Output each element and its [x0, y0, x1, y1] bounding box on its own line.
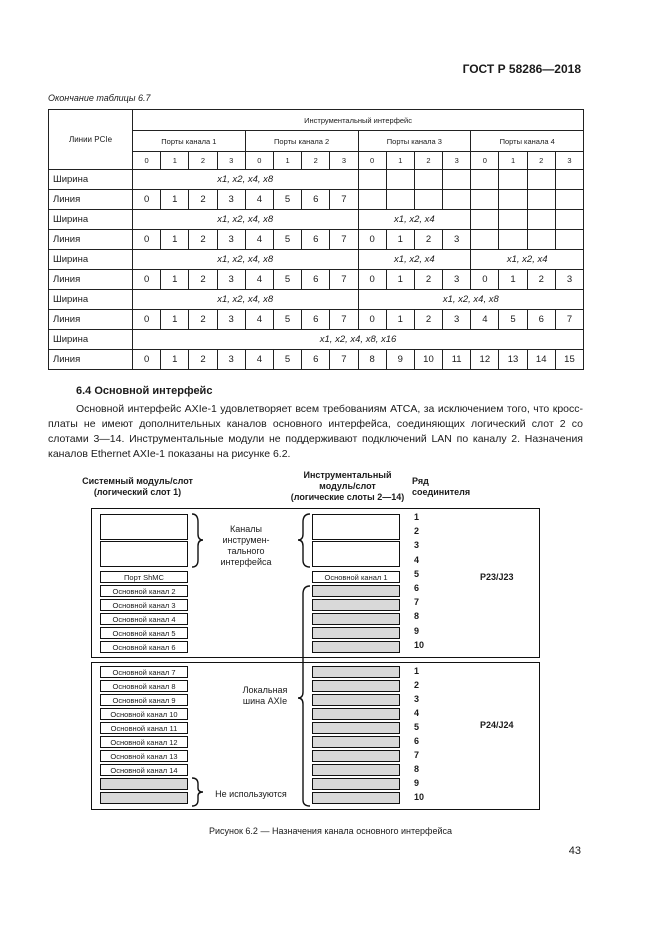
row-label: Ширина: [49, 290, 133, 310]
lane-cell: [471, 230, 499, 250]
slot-label: Основной канал 11: [110, 724, 178, 733]
lane-cell: 7: [330, 230, 358, 250]
lane-cell: 2: [189, 190, 217, 210]
port-index: 3: [217, 152, 245, 170]
lane-cell: 1: [386, 230, 414, 250]
row-label: Линия: [49, 230, 133, 250]
empty-cell: [527, 210, 555, 230]
connector-row-number: 5: [414, 722, 420, 732]
lane-cell: 0: [471, 270, 499, 290]
connector-row-number: 3: [414, 540, 420, 551]
lane-cell: 0: [133, 230, 161, 250]
local-bus-slot: [312, 764, 400, 776]
left-brace-top: [192, 514, 203, 567]
slot-label: Основной канал 14: [110, 766, 178, 775]
width-cell: x1, x2, x4, x8: [133, 290, 359, 310]
width-cell: x1, x2, x4, x8: [358, 290, 584, 310]
port-index: 3: [555, 152, 583, 170]
lane-cell: 1: [499, 270, 527, 290]
table-row: [49, 210, 584, 230]
lane-cell: 7: [555, 310, 583, 330]
unused-label: Не используются: [215, 789, 287, 799]
section-heading: 6.4 Основной интерфейс: [76, 385, 213, 397]
lane-cell: 6: [302, 310, 330, 330]
lane-cell: 11: [443, 350, 471, 370]
lane-cell: [555, 230, 583, 250]
lane-cell: 4: [471, 310, 499, 330]
main-channel-slot: [100, 722, 188, 734]
port-index: 2: [189, 152, 217, 170]
width-cell: x1, x2, x4, x8, x16: [133, 330, 584, 350]
unused-slot: [100, 792, 188, 804]
lane-cell: 0: [133, 190, 161, 210]
system-slot-header: Системный модуль/слот (логический слот 1): [82, 476, 193, 497]
main-channel-1-slot: Основной канал 1: [312, 571, 400, 583]
table-row: [49, 190, 584, 210]
table-row: [49, 350, 584, 370]
empty-cell: [499, 170, 527, 190]
lane-cell: 9: [386, 350, 414, 370]
lane-cell: 1: [386, 270, 414, 290]
group-label: Инструментальный интерфейс: [133, 110, 584, 131]
connector-row-number: 9: [414, 625, 420, 636]
lane-cell: 3: [217, 190, 245, 210]
lane-cell: [555, 190, 583, 210]
connector-row-number: 10: [414, 639, 425, 650]
main-channel-slot: [100, 736, 188, 748]
lane-cell: 3: [555, 270, 583, 290]
lane-cell: 3: [217, 310, 245, 330]
lane-cell: 10: [414, 350, 442, 370]
table-row: [49, 250, 584, 270]
lane-cell: 15: [555, 350, 583, 370]
empty-cell: [471, 170, 499, 190]
port-index: 0: [133, 152, 161, 170]
port-index: 1: [273, 152, 301, 170]
table-row: [49, 290, 584, 310]
lane-cell: 3: [443, 230, 471, 250]
lane-cell: 1: [161, 270, 189, 290]
connector-row-number: 7: [414, 750, 420, 760]
local-bus-slot: [312, 708, 400, 720]
row-label: Линия: [49, 350, 133, 370]
lane-cell: [499, 230, 527, 250]
lane-cell: 3: [217, 230, 245, 250]
local-bus-slot: [312, 694, 400, 706]
connector-row-number: 7: [414, 597, 420, 608]
port-index: 3: [330, 152, 358, 170]
lane-cell: 1: [161, 190, 189, 210]
empty-cell: [471, 210, 499, 230]
lane-cell: 0: [358, 270, 386, 290]
empty-cell: [414, 170, 442, 190]
width-cell: x1, x2, x4, x8: [133, 250, 359, 270]
lane-cell: 2: [527, 270, 555, 290]
lane-cell: [471, 190, 499, 210]
row-label: Линия: [49, 190, 133, 210]
lane-cell: 5: [499, 310, 527, 330]
lane-cell: 1: [386, 310, 414, 330]
slot-label: Основной канал 3: [112, 601, 176, 610]
connector-row-number: 1: [414, 666, 420, 676]
empty-cell: [358, 170, 386, 190]
lane-cell: 4: [245, 270, 273, 290]
connector-row-number: 3: [414, 694, 420, 704]
lane-cell: 5: [273, 350, 301, 370]
lane-cell: 2: [189, 350, 217, 370]
row-label: Линия: [49, 310, 133, 330]
port-index: 0: [358, 152, 386, 170]
lane-cell: 7: [330, 350, 358, 370]
lane-cell: 7: [330, 270, 358, 290]
lane-cell: [527, 230, 555, 250]
table-row: [49, 310, 584, 330]
lane-cell: 5: [273, 190, 301, 210]
slot-label: Основной канал 7: [112, 668, 176, 677]
connector-row-number: 6: [414, 583, 420, 593]
lane-cell: 6: [302, 190, 330, 210]
lane-cell: 2: [414, 270, 442, 290]
connector-p24-label: P24/J24: [480, 720, 514, 730]
connector-row-number: 2: [414, 680, 420, 690]
port-index: 1: [499, 152, 527, 170]
lane-cell: 2: [189, 230, 217, 250]
empty-cell: [499, 210, 527, 230]
lane-cell: 0: [133, 350, 161, 370]
lane-cell: 4: [245, 190, 273, 210]
connector-row-number: 5: [414, 568, 420, 579]
lane-cell: 8: [358, 350, 386, 370]
port-index: 3: [443, 152, 471, 170]
main-channel-slot: [100, 750, 188, 762]
lane-cell: 0: [133, 310, 161, 330]
lane-cell: 6: [527, 310, 555, 330]
row-label: Ширина: [49, 250, 133, 270]
lane-cell: 12: [471, 350, 499, 370]
connector-p23-label: P23/J23: [480, 572, 514, 582]
pcie-lanes-table: [48, 109, 584, 370]
instrument-channels-label: Каналы инструмен- тального интерфейса: [220, 524, 272, 567]
slot-label: Основной канал 8: [112, 682, 176, 691]
port-header: Порты канала 4: [471, 131, 584, 152]
lane-cell: 0: [133, 270, 161, 290]
lane-cell: 2: [414, 310, 442, 330]
slot-label: Основной канал 4: [112, 615, 176, 624]
port-header: Порты канала 2: [245, 131, 358, 152]
lane-cell: 4: [245, 310, 273, 330]
channel-assignment-figure: [80, 470, 550, 820]
connector-row-number: 8: [414, 611, 420, 622]
unused-slot: [100, 778, 188, 790]
lane-cell: 7: [330, 190, 358, 210]
local-bus-slot: [312, 778, 400, 790]
main-channel-slot: [100, 708, 188, 720]
table-row: [49, 270, 584, 290]
lane-cell: [443, 190, 471, 210]
lane-cell: 2: [189, 270, 217, 290]
slot-label: Основной канал 13: [110, 752, 178, 761]
local-bus-slot: [312, 792, 400, 804]
table-row: [49, 230, 584, 250]
main-channel-slot: [100, 666, 188, 678]
lane-cell: 3: [217, 270, 245, 290]
row-label: Линия: [49, 270, 133, 290]
width-cell: x1, x2, x4: [471, 250, 584, 270]
port-header: Порты канала 3: [358, 131, 471, 152]
lane-cell: 1: [161, 230, 189, 250]
lane-cell: [499, 190, 527, 210]
left-brace-unused: [192, 778, 203, 806]
lane-cell: 13: [499, 350, 527, 370]
figure-caption: Рисунок 6.2 — Назначения канала основного интерфейса: [208, 826, 452, 836]
lane-cell: 4: [245, 350, 273, 370]
lane-cell: 5: [273, 230, 301, 250]
empty-cell: [386, 170, 414, 190]
lane-cell: 1: [161, 310, 189, 330]
doc-code: ГОСТ Р 58286—2018: [462, 62, 581, 76]
lane-cell: [358, 190, 386, 210]
connector-row-number: 8: [414, 764, 420, 774]
slot-label: Порт ShMC: [124, 573, 164, 582]
port-index: 2: [527, 152, 555, 170]
local-bus-label: Локальная шина AXIe: [242, 685, 288, 706]
slot-label: Основной канал 5: [112, 629, 176, 638]
table-caption: Окончание таблицы 6.7: [48, 93, 151, 103]
connector-row-number: 4: [414, 554, 420, 565]
local-bus-slot: [312, 680, 400, 692]
connector-row-header: Ряд соединителя: [412, 476, 471, 497]
port-index: 0: [471, 152, 499, 170]
connector-row-number: 4: [414, 708, 420, 718]
lane-cell: 0: [358, 310, 386, 330]
connector-row-number: 1: [414, 512, 420, 522]
lane-cell: 4: [245, 230, 273, 250]
page-number: 43: [568, 845, 581, 857]
empty-cell: [527, 170, 555, 190]
lane-cell: 7: [330, 310, 358, 330]
lane-cell: 5: [273, 310, 301, 330]
section-paragraph: Основной интерфейс AXIe-1 удовлетворяет всем требованиям ATCA, за исключением того, что кросс-платы не имеют дополнительных каналов основного интерфейса, соединяющих логический слот 2 со слотами 3—14. Инструментальные модули не поддерживают подключений LAN по каналу 2. Назначения каналов Ethernet AXIe-1 показаны на рисунке 6.2.: [48, 403, 583, 460]
port-index: 1: [386, 152, 414, 170]
empty-cell: [555, 210, 583, 230]
instrument-slot-header: Инструментальный модуль/слот (логические слоты 2—14): [290, 470, 405, 502]
empty-cell: [443, 170, 471, 190]
table-row: [49, 330, 584, 350]
col-label: Линии PCIe: [49, 110, 133, 170]
lane-cell: 0: [358, 230, 386, 250]
width-cell: x1, x2, x4: [358, 210, 471, 230]
width-cell: x1, x2, x4, x8: [133, 210, 359, 230]
lane-cell: 6: [302, 270, 330, 290]
lane-cell: 3: [443, 310, 471, 330]
empty-cell: [555, 170, 583, 190]
lane-cell: 3: [217, 350, 245, 370]
lane-cell: [386, 190, 414, 210]
port-index: 1: [161, 152, 189, 170]
slot-label: Основной канал 9: [112, 696, 176, 705]
local-bus-slot: [312, 736, 400, 748]
local-bus-slot: [312, 722, 400, 734]
main-channel-slot: [100, 694, 188, 706]
port-header: Порты канала 1: [133, 131, 246, 152]
port-index: 2: [414, 152, 442, 170]
slot-label: Основной канал 10: [110, 710, 178, 719]
lane-cell: 3: [443, 270, 471, 290]
main-channel-slot: [100, 764, 188, 776]
connector-row-number: 6: [414, 736, 420, 746]
row-label: Ширина: [49, 170, 133, 190]
port-index: 0: [245, 152, 273, 170]
row-label: Ширина: [49, 210, 133, 230]
right-brace-local: [298, 586, 310, 806]
lane-cell: 6: [302, 350, 330, 370]
connector-row-number: 9: [414, 778, 420, 788]
connector-row-number: 10: [414, 792, 425, 802]
lane-cell: [527, 190, 555, 210]
port-index: 2: [302, 152, 330, 170]
table-row: [49, 170, 584, 190]
slot-label: Основной канал 12: [110, 738, 178, 747]
lane-cell: [414, 190, 442, 210]
slot-label: Основной канал 6: [112, 643, 176, 652]
width-cell: x1, x2, x4, x8: [133, 170, 359, 190]
lane-cell: 14: [527, 350, 555, 370]
right-brace-top: [298, 514, 310, 567]
connector-row-number: 2: [414, 526, 420, 537]
main-channel-slot: [100, 680, 188, 692]
lane-cell: 5: [273, 270, 301, 290]
lane-cell: 6: [302, 230, 330, 250]
lane-cell: 2: [189, 310, 217, 330]
row-label: Ширина: [49, 330, 133, 350]
lane-cell: 1: [161, 350, 189, 370]
width-cell: x1, x2, x4: [358, 250, 471, 270]
slot-label: Основной канал 2: [112, 587, 176, 596]
lane-cell: 2: [414, 230, 442, 250]
local-bus-slot: [312, 750, 400, 762]
local-bus-slot: [312, 666, 400, 678]
